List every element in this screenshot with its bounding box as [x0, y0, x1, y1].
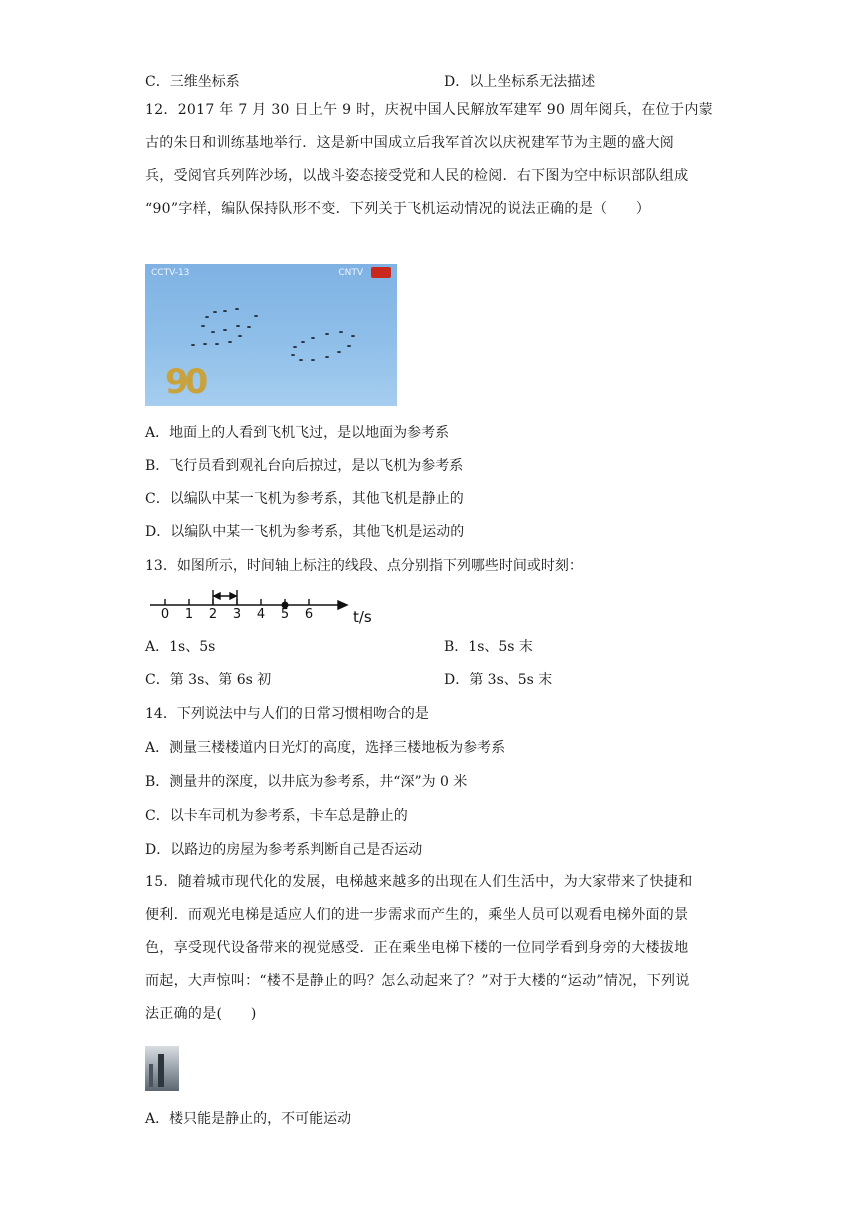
tick-label: 2: [208, 607, 218, 622]
q15-stem-line: 色，享受现代设备带来的视觉感受．正在乘坐电梯下楼的一位同学看到身旁的大楼拔地: [145, 940, 689, 956]
axis-arrow: [338, 601, 347, 609]
aircraft: [201, 325, 205, 327]
q12-option: C．以编队中某一飞机为参考系，其他飞机是静止的: [145, 491, 464, 507]
aircraft: [311, 337, 315, 339]
q15-stem-line: 而起，大声惊叫：“楼不是静止的吗？怎么动起来了？”对于大楼的“运动”情况，下列说: [145, 973, 690, 989]
tick-label: 0: [160, 607, 170, 622]
q14-option: A．测量三楼楼道内日光灯的高度，选择三楼地板为参考系: [145, 740, 506, 756]
q12-option: A．地面上的人看到飞机飞过，是以地面为参考系: [145, 425, 450, 441]
aircraft: [213, 311, 217, 313]
q13-stem: 13．如图所示，时间轴上标注的线段、点分别指下列哪些时间或时刻：: [145, 558, 583, 574]
channel-logo-left: CCTV-13: [151, 268, 190, 278]
aircraft: [325, 356, 329, 358]
aircraft: [325, 333, 329, 335]
aircraft: [203, 343, 207, 345]
q12-stem-line: 古的朱日和训练基地举行．这是新中国成立后我军首次以庆祝建军节为主题的盛大阅: [145, 135, 675, 151]
q15-stem: [145, 866, 717, 1031]
q13-option-c: C．第 3s、第 6s 初: [145, 672, 272, 688]
building: [149, 1064, 153, 1087]
tick-label: 1: [184, 607, 194, 622]
aircraft: [223, 329, 227, 331]
aircraft: [236, 325, 240, 327]
q12-stem-line: 兵，受阅官兵列阵沙场，以战斗姿态接受党和人民的检阅．右下图为空中标识部队组成: [145, 168, 689, 184]
aircraft: [223, 310, 227, 312]
q14-option: C．以卡车司机为参考系，卡车总是静止的: [145, 808, 408, 824]
aircraft: [293, 346, 297, 348]
aircraft: [301, 341, 305, 343]
q11-option-c: C．三维坐标系: [145, 74, 240, 90]
aircraft: [247, 326, 251, 328]
segment-arrow-left: [214, 593, 220, 599]
aircraft: [191, 344, 195, 346]
aircraft: [205, 316, 209, 318]
tick-label: 5: [280, 607, 290, 622]
building: [158, 1054, 164, 1087]
q15-building-photo: [145, 1046, 179, 1091]
time-axis: [150, 590, 347, 609]
q12-formation-photo: [145, 264, 397, 406]
q15-stem-line: 便利．而观光电梯是适应人们的进一步需求而产生的，乘坐人员可以观看电梯外面的景: [145, 907, 689, 923]
aircraft: [238, 335, 242, 337]
aircraft: [235, 308, 239, 310]
axis-unit-label: t/s: [353, 608, 372, 626]
tick-label: 6: [304, 607, 314, 622]
channel-logo-right: CNTV: [338, 268, 363, 278]
tick-label: 4: [256, 607, 266, 622]
aircraft: [291, 354, 295, 356]
aircraft: [351, 335, 355, 337]
q12-stem-line: “90”字样，编队保持队形不变．下列关于飞机运动情况的说法正确的是（ ）: [145, 201, 651, 217]
q13-option-a: A．1s、5s: [145, 639, 216, 655]
aircraft: [337, 351, 341, 353]
q14-option: D．以路边的房屋为参考系判断自己是否运动: [145, 842, 423, 858]
segment-arrow-right: [230, 593, 236, 599]
q12-option: B．飞行员看到观礼台向后掠过，是以飞机为参考系: [145, 458, 464, 474]
q12-option: D．以编队中某一飞机为参考系，其他飞机是运动的: [145, 524, 465, 540]
q15-stem-line: 法正确的是( ): [145, 1006, 257, 1022]
aircraft: [211, 331, 215, 333]
q14-stem: 14．下列说法中与人们的日常习惯相吻合的是: [145, 706, 429, 722]
q15-stem-line: 15．随着城市现代化的发展，电梯越来越多的出现在人们生活中，为大家带来了快捷和: [145, 874, 693, 890]
q13-option-b: B．1s、5s 末: [444, 639, 533, 655]
aircraft: [215, 343, 219, 345]
aircraft: [254, 315, 258, 317]
time-axis-diagram: [145, 588, 385, 630]
aircraft: [339, 331, 343, 333]
q12-stem-line: 12．2017 年 7 月 30 日上午 9 时，庆祝中国人民解放军建军 90 周年阅兵，在位于内蒙: [145, 102, 713, 118]
tick-label: 3: [232, 607, 242, 622]
q12-stem: [145, 94, 717, 226]
aircraft: [228, 341, 232, 343]
q11-option-d: D．以上坐标系无法描述: [444, 74, 596, 90]
q14-option: B．测量井的深度，以井底为参考系，井“深”为 0 米: [145, 774, 468, 790]
q15-option-a: A．楼只能是静止的，不可能运动: [145, 1111, 352, 1127]
aircraft: [311, 359, 315, 361]
anniversary-90-logo: 90: [165, 362, 205, 402]
aircraft: [347, 345, 351, 347]
aircraft: [299, 359, 303, 361]
q13-option-d: D．第 3s、5s 末: [444, 672, 553, 688]
